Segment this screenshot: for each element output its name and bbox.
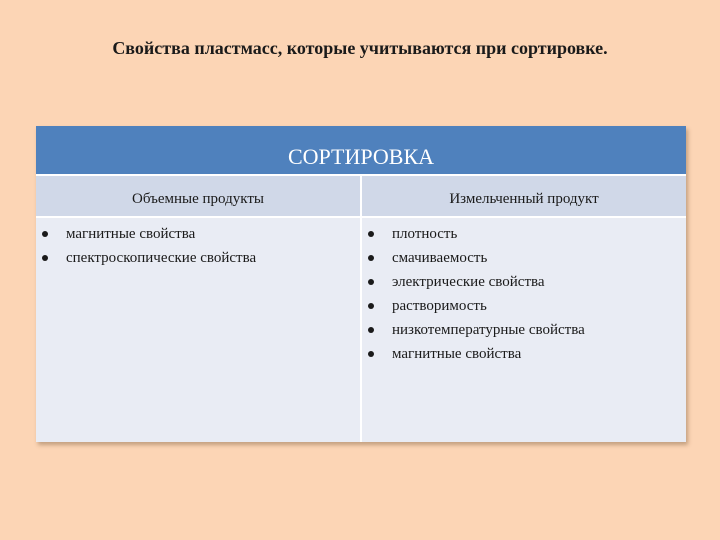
- slide-title: Свойства пластмасс, которые учитываются при сортировке.: [112, 38, 608, 58]
- list-item: [36, 222, 360, 246]
- list-item: [362, 318, 686, 342]
- sorting-table: [36, 126, 686, 442]
- bullet-icon: [368, 231, 374, 237]
- list-item: [362, 270, 686, 294]
- list-item: [362, 246, 686, 270]
- table-header: СОРТИРОВКА: [36, 126, 686, 176]
- column-crushed-product: [360, 176, 686, 442]
- list-item-text: растворимость: [392, 298, 487, 314]
- list-item-text: спектроскопические свойства: [66, 250, 257, 266]
- bullet-icon: [42, 231, 48, 237]
- column-heading-bulk-products: Объемные продукты: [36, 176, 360, 218]
- list-item-text: электрические свойства: [392, 274, 545, 290]
- bullet-icon: [368, 303, 374, 309]
- bullet-icon: [42, 255, 48, 261]
- list-item-text: плотность: [392, 226, 458, 242]
- list-item: [362, 342, 686, 366]
- list-item-text: магнитные свойства: [392, 346, 522, 362]
- column-body-bulk-products: [36, 218, 360, 442]
- list-item: [362, 294, 686, 318]
- list-item-text: магнитные свойства: [66, 226, 196, 242]
- column-heading-crushed-product: Измельченный продукт: [362, 176, 686, 218]
- list-item: [362, 222, 686, 246]
- bullet-icon: [368, 327, 374, 333]
- bullet-icon: [368, 255, 374, 261]
- crushed-product-list: [362, 222, 686, 366]
- list-item-text: низкотемпературные свойства: [392, 322, 585, 338]
- column-body-crushed-product: [362, 218, 686, 442]
- column-bulk-products: [36, 176, 360, 442]
- bullet-icon: [368, 279, 374, 285]
- list-item-text: смачиваемость: [392, 250, 488, 266]
- bulk-products-list: [36, 222, 360, 270]
- bullet-icon: [368, 351, 374, 357]
- list-item: [36, 246, 360, 270]
